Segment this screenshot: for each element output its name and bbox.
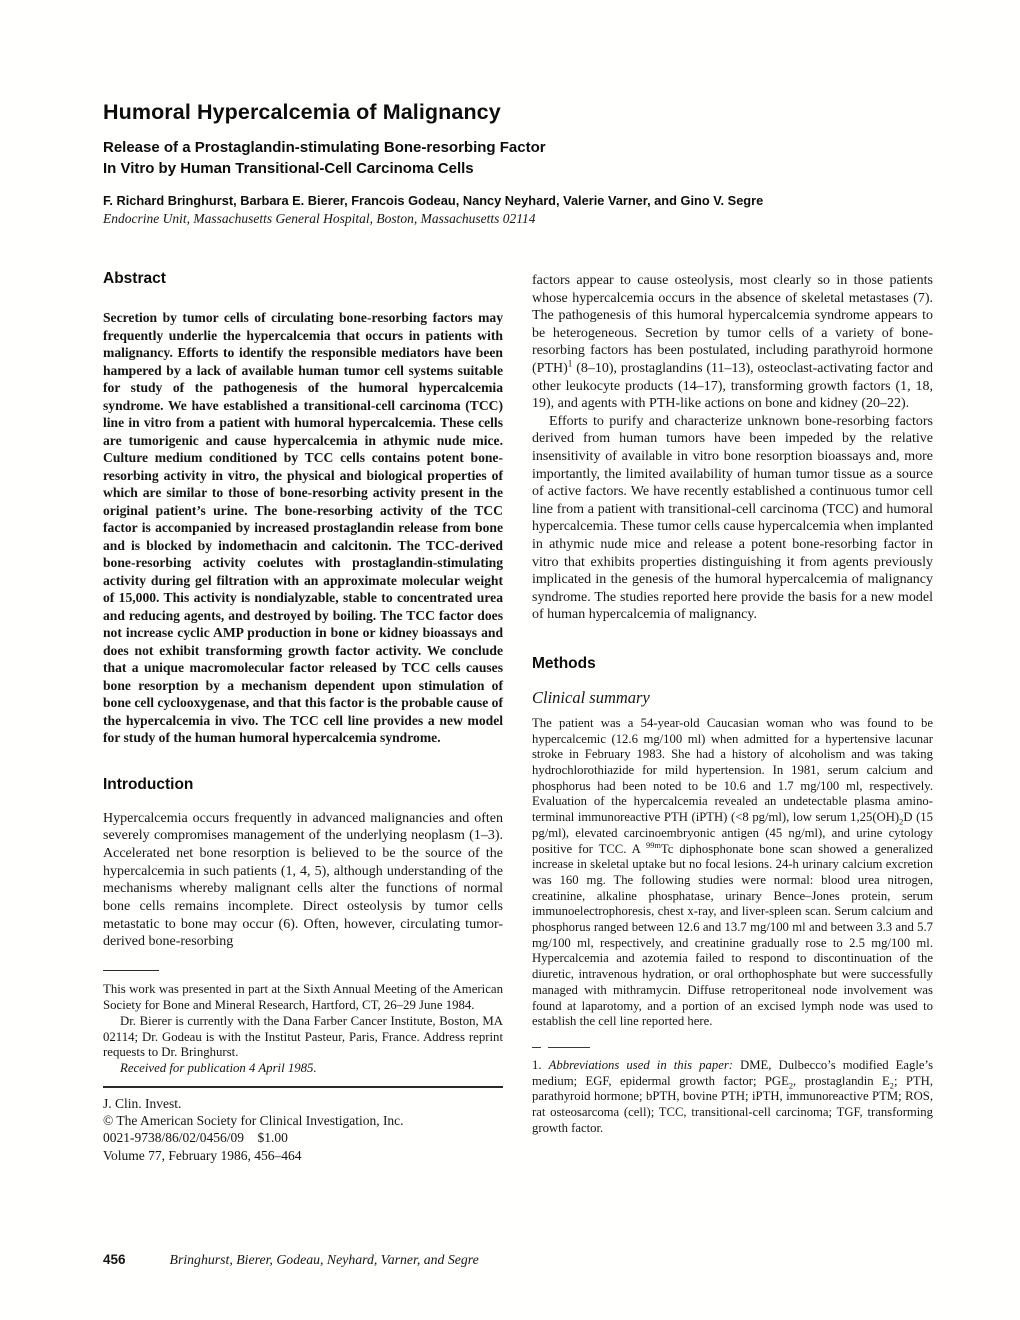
right-column <box>532 272 933 1136</box>
issn-price-line: 0021-9738/86/02/0456/09 $1.00 <box>103 1130 288 1146</box>
journal-info-block <box>103 1086 503 1164</box>
separator-dash <box>532 1047 541 1048</box>
introduction-heading: Introduction <box>103 775 194 793</box>
presented-note: This work was presented in part at the Sixth Annual Meeting of the American Society for Bone and Mineral Research, Hartford, CT, 26–29 June 1984. <box>103 982 503 1012</box>
left-column <box>103 270 503 1164</box>
abbreviations-footnote-separator <box>532 1047 933 1048</box>
copyright-line: © The American Society for Clinical Investigation, Inc. <box>103 1113 404 1129</box>
methods-heading: Methods <box>532 654 596 672</box>
current-address-note: Dr. Bierer is currently with the Dana Farber Cancer Institute, Boston, MA 02114; Dr. Godeau is with the Institut Pasteur, Paris, France. Address reprint requests to Dr. Bringhurst. <box>103 1013 503 1060</box>
clinical-summary-heading: Clinical summary <box>532 687 650 707</box>
abbreviations-footnote: 1. Abbreviations used in this paper: DME, Dulbecco’s modified Eagle’s medium; EGF, epidermal growth factor; $PGE_2$, prostaglandin $E_2$; PTH, parathyroid hormone; bPTH, bovine PTH; iPTH, immunoreactive PTM; ROS, rat osteosarcoma (cell); TCC, transitional-cell carcinoma; TGF, transforming growth factor. <box>532 1057 934 1135</box>
abstract-body: Secretion by tumor cells of circulating bone-resorbing factors may frequently underlie the hypercalcemia that occurs in patients with malignancy. Efforts to identify the responsible mediators have been hampered by a lack of available human tumor cell systems suitable for study of the pathogenesis of the humoral hypercalcemia syndrome. We have established a transitional-cell carcinoma (TCC) line in vitro from a patient with humoral hypercalcemia. These cells are tumorigenic and cause hypercalcemia in athymic nude mice. Culture medium conditioned by TCC cells contains potent bone-resorbing activity in vitro, the physical and biological properties of which are similar to those of bone-resorbing activity present in the original patient’s urine. The bone-resorbing activity of the TCC factor is accompanied by increased prostaglandin release from bone and is blocked by indomethacin and calcitonin. The TCC-derived bone-resorbing activity coelutes with prostaglandin-stimulating activity during gel filtration with an approximate molecular weight of 15,000. This activity is nondialyzable, stable to concentrated urea and reducing agents, and destroyed by boiling. The TCC factor does not increase cyclic AMP production in bone or kidney bioassays and does not exhibit transforming growth factor activity. We conclude that a unique macromolecular factor released by TCC cells causes bone resorption by a mechanism dependent upon stimulation of bone cell cyclooxygenase, and that this factor is the probable cause of the hypercalcemia in vivo. The TCC cell line provides a new model for study of the human humoral hypercalcemia syndrome. <box>103 310 503 745</box>
footnote-separator-rule <box>103 970 159 971</box>
abstract-heading: Abstract <box>103 270 166 287</box>
clinical-summary-body: The patient was a 54-year-old Caucasian woman who was found to be hypercalcemic (12.6 mg/100 ml) when admitted for a hypertensive lacunar stroke in February 1983. She had a history of alcoholism and was taking hydrochlorothiazide for mild hypertension. In 1981, serum calcium and phosphorus had been noted to be 10.6 and 1.7 mg/100 ml, respectively. Evaluation of the hypercalcemia revealed an undetectable plasma amino-terminal immunoreactive PTH (iPTH) (<8 pg/ml), low serum $1,25(OH)_2D$ (15 pg/ml), elevated carcinoembryonic antigen (45 ng/ml), and urine cytology positive for TCC. A $^{99m}$Tc diphosphonate bone scan showed a generalized increase in skeletal uptake but no focal lesions. 24-h urinary calcium excretion was 160 mg. The following studies were normal: blood urea nitrogen, creatinine, alkaline phosphatase, urinary Bence–Jones protein, serum immunoelectrophoresis, chest x-ray, and liver-spleen scan. Serum calcium and phosphorus ranged between 12.6 and 13.7 mg/100 ml and between 3.3 and 5.7 mg/100 ml, respectively, and creatinine gradually rose to 2.5 mg/100 ml. Hypercalcemia and azotemia failed to respond to discontinuation of the diuretic, intravenous hydration, or oral orthophosphate but were successfully managed with mithramycin. Diffuse retroperitoneal node involvement was found at laparotomy, and a portion of an excised lymph node was used to establish the cell line reported here. <box>532 715 933 1029</box>
article-subtitle <box>103 137 933 179</box>
intro-second-paragraph: Efforts to purify and characterize unknown bone-resorbing factors derived from human tumors have been impeded by the relative insensitivity of available in vitro bone resorption bioassays and, more importantly, the limited availability of human tumor tissue as a source of active factors. We have recently established a continuous tumor cell line from a patient with transitional-cell carcinoma (TCC) and humoral hypercalcemia. These tumor cells cause hypercalcemia when implanted in athymic nude mice and release a potent bone-resorbing factor in vitro that exhibits properties distinguishing it from agents previously implicated in the genesis of the humoral hypercalcemia of malignancy syndrome. The studies reported here provide the basis for a new model of human hypercalcemia of malignancy. <box>532 413 933 623</box>
author-footnote-block <box>103 970 503 1077</box>
article-title: Humoral Hypercalcemia of Malignancy <box>103 100 501 124</box>
affiliation-line: Endocrine Unit, Massachusetts General Hospital, Boston, Massachusetts 02114 <box>103 211 536 226</box>
page-number: 456 <box>103 1252 126 1267</box>
intro-continued-paragraph: factors appear to cause osteolysis, most clearly so in those patients whose hypercalcemia occurs in the absence of skeletal metastases (7). The pathogenesis of this humoral hypercalcemia syndrome appears to be heterogeneous. Secretion by tumor cells of a variety of bone-resorbing factors has been postulated, including parathyroid hormone (PTH)$^1$ (8–10), prostaglandins (11–13), osteoclast-activating factor and other leukocyte products (14–17), transforming growth factors (1, 18, 19), and agents with PTH-like actions on bone and kidney (20–22). <box>532 273 933 412</box>
journal-name: J. Clin. Invest. <box>103 1095 182 1111</box>
subtitle-line-2: In Vitro by Human Transitional-Cell Carcinoma Cells <box>103 160 474 177</box>
separator-line <box>548 1047 590 1048</box>
page-footer <box>103 1252 479 1268</box>
subtitle-line-1: Release of a Prostaglandin-stimulating Bone-resorbing Factor <box>103 139 546 156</box>
authors-line: F. Richard Bringhurst, Barbara E. Bierer, Francois Godeau, Nancy Neyhard, Valerie Varner, and Gino V. Segre <box>103 193 764 208</box>
volume-line: Volume 77, February 1986, 456–464 <box>103 1147 302 1163</box>
article-header <box>103 100 933 227</box>
running-authors: Bringhurst, Bierer, Godeau, Neyhard, Varner, and Segre <box>169 1252 479 1267</box>
received-date-note: Received for publication 4 April 1985. <box>120 1061 317 1076</box>
introduction-body: Hypercalcemia occurs frequently in advanced malignancies and often severely compromises management of the underlying neoplasm (1–3). Accelerated net bone resorption is believed to be the source of the hypercalcemia in such patients (1, 4, 5), although understanding of the mechanisms whereby malignant cells alter the functions of normal bone cells remains incomplete. Direct osteolysis by tumor cells metastatic to bone may occur (6). Often, however, circulating tumor-derived bone-resorbing <box>103 810 503 950</box>
